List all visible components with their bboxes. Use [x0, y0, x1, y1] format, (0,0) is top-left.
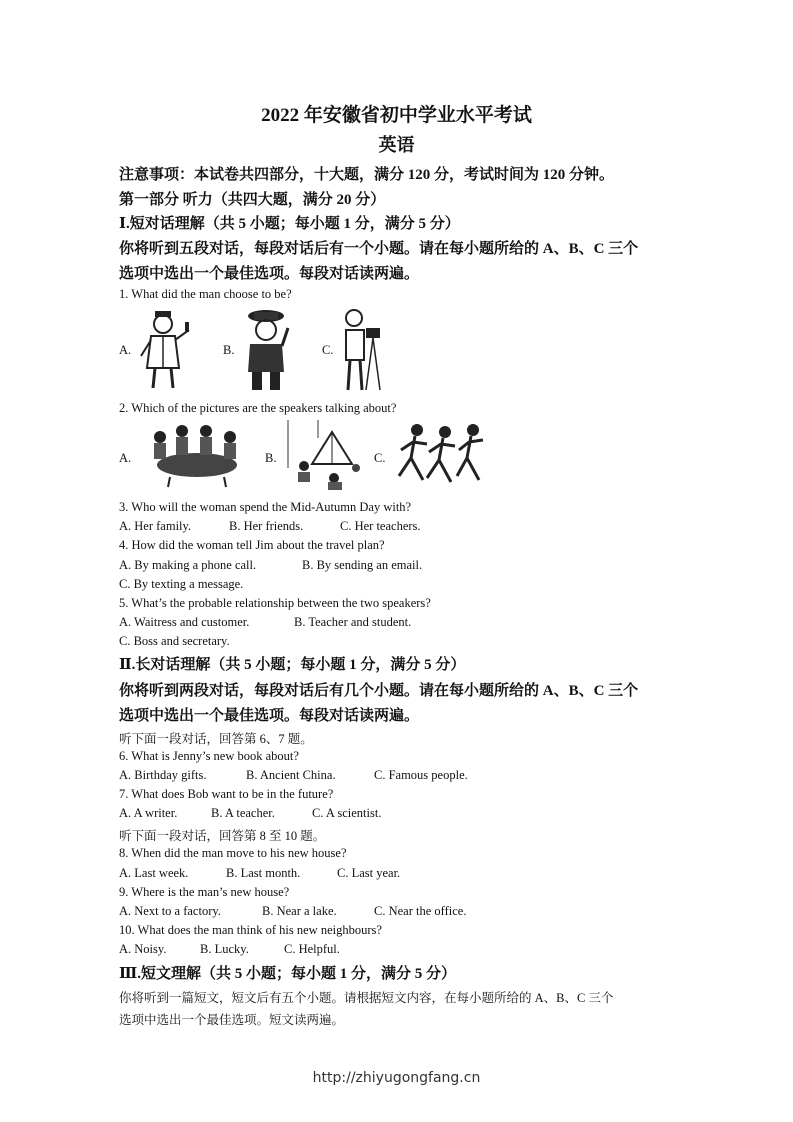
q6-option-b: B. Ancient China. — [246, 768, 336, 782]
section3-instruction-1: 你将听到一篇短文，短文后有五个小题。请根据短文内容，在每小题所给的 A、B、C 三个 — [119, 991, 614, 1005]
q4-option-a: A. By making a phone call. — [119, 558, 257, 572]
section2-heading: Ⅱ.长对话理解（共 5 小题；每小题 1 分，满分 5 分） — [119, 657, 466, 673]
section1-instruction-2: 选项中选出一个最佳选项。每段对话读两遍。 — [119, 266, 420, 282]
q5-option-b: B. Teacher and student. — [294, 615, 412, 629]
notice: 注意事项：本试卷共四部分，十大题，满分 120 分，考试时间为 120 分钟。 — [119, 167, 615, 183]
q2-option-a-label: A. — [119, 451, 132, 465]
question-3: 3. Who will the woman spend the Mid-Autumn Day with? — [119, 500, 412, 514]
q1-option-c-label: C. — [322, 343, 334, 357]
question-10: 10. What does the man think of his new neighbours? — [119, 923, 382, 937]
q9-option-b: B. Near a lake. — [262, 904, 337, 918]
q5-option-a: A. Waitress and customer. — [119, 615, 250, 629]
question-7: 7. What does Bob want to be in the future? — [119, 787, 334, 801]
doctor-picture — [135, 306, 197, 392]
q3-option-a: A. Her family. — [119, 519, 192, 533]
q10-option-b: B. Lucky. — [200, 942, 249, 956]
q1-option-b-label: B. — [223, 343, 235, 357]
q10-option-c: C. Helpful. — [284, 942, 340, 956]
q6-option-a: A. Birthday gifts. — [119, 768, 207, 782]
section3-instruction-2: 选项中选出一个最佳选项。短文读两遍。 — [119, 1013, 345, 1027]
q2-option-c-label: C. — [374, 451, 386, 465]
q10-option-a: A. Noisy. — [119, 942, 167, 956]
section1-heading: Ⅰ.短对话理解（共 5 小题；每小题 1 分，满分 5 分） — [119, 216, 460, 232]
section1-instruction-1: 你将听到五段对话，每段对话后有一个小题。请在每小题所给的 A、B、C 三个 — [119, 241, 639, 257]
q9-option-c: C. Near the office. — [374, 904, 467, 918]
q7-option-a: A. A writer. — [119, 806, 178, 820]
dialogue-2-note: 听下面一段对话，回答第 8 至 10 题。 — [119, 829, 326, 843]
family-dinner-picture — [140, 421, 254, 489]
section3-heading: Ⅲ.短文理解（共 5 小题；每小题 1 分，满分 5 分） — [119, 966, 457, 982]
photographer-picture — [338, 306, 388, 392]
part1-heading: 第一部分 听力（共四大题，满分 20 分） — [119, 192, 386, 208]
q4-option-b: B. By sending an email. — [302, 558, 423, 572]
camping-picture — [282, 418, 366, 492]
q7-option-c: C. A scientist. — [312, 806, 382, 820]
question-8: 8. When did the man move to his new house? — [119, 846, 347, 860]
q8-option-b: B. Last month. — [226, 866, 301, 880]
exam-subject: 英语 — [378, 135, 415, 155]
running-race-picture — [393, 420, 489, 490]
q8-option-a: A. Last week. — [119, 866, 189, 880]
question-5: 5. What’s the probable relationship between the two speakers? — [119, 596, 431, 610]
question-4: 4. How did the woman tell Jim about the travel plan? — [119, 538, 385, 552]
q1-option-a-label: A. — [119, 343, 132, 357]
q5-option-c: C. Boss and secretary. — [119, 634, 230, 648]
question-1: 1. What did the man choose to be? — [119, 287, 292, 301]
exam-title: 2022 年安徽省初中学业水平考试 — [261, 105, 532, 126]
police-officer-picture — [238, 306, 294, 392]
section2-instruction-2: 选项中选出一个最佳选项。每段对话读两遍。 — [119, 708, 420, 724]
dialogue-1-note: 听下面一段对话，回答第 6、7 题。 — [119, 732, 313, 746]
q2-option-b-label: B. — [265, 451, 277, 465]
q6-option-c: C. Famous people. — [374, 768, 468, 782]
q8-option-c: C. Last year. — [337, 866, 401, 880]
q9-option-a: A. Next to a factory. — [119, 904, 221, 918]
question-9: 9. Where is the man’s new house? — [119, 885, 290, 899]
question-6: 6. What is Jenny’s new book about? — [119, 749, 299, 763]
q3-option-c: C. Her teachers. — [340, 519, 421, 533]
section2-instruction-1: 你将听到两段对话，每段对话后有几个小题。请在每小题所给的 A、B、C 三个 — [119, 683, 639, 699]
q7-option-b: B. A teacher. — [211, 806, 275, 820]
q4-option-c: C. By texting a message. — [119, 577, 244, 591]
q3-option-b: B. Her friends. — [229, 519, 304, 533]
question-2: 2. Which of the pictures are the speakers talking about? — [119, 401, 397, 415]
watermark-url: http://zhiyugongfang.cn — [312, 1070, 481, 1086]
